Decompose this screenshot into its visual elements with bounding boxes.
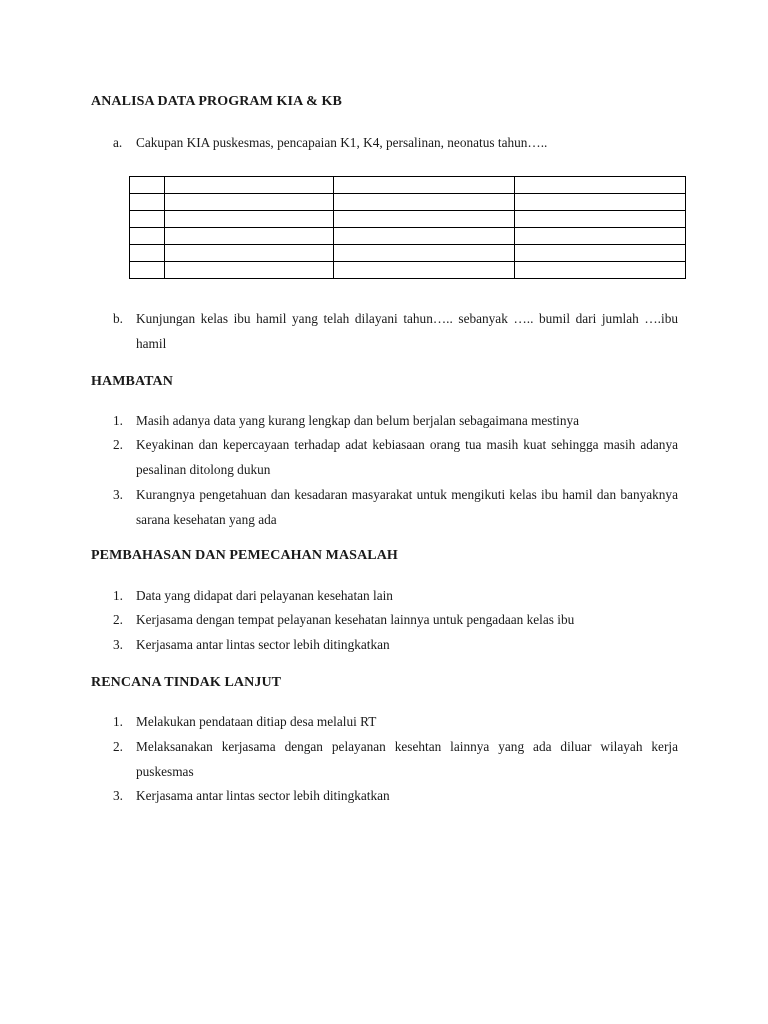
list-marker: 3. [113,788,123,803]
table-row [130,245,686,262]
section-heading-hambatan: HAMBATAN [91,374,173,389]
list-item-text: Kerjasama dengan tempat pelayanan kesehatan lainnya untuk pengadaan kelas ibu [136,612,575,627]
table-cell [334,211,515,228]
table-cell [165,211,334,228]
list-item-text: Kerjasama antar lintas sector lebih ditingkatkan [136,788,390,803]
list-item [113,432,678,482]
table-cell [165,177,334,194]
table-row [130,262,686,279]
list-item-text: Keyakinan dan kepercayaan terhadap adat kebiasaan orang tua masih kuat sehingga masih adanya pesalinan ditolong dukun [136,437,678,477]
table-row [130,194,686,211]
list-marker: b. [113,311,123,326]
list-marker: 2. [113,437,123,452]
list-marker: a. [113,135,123,150]
list-marker: 1. [113,588,123,603]
table-cell [515,177,686,194]
list-item [113,482,678,532]
table-cell [130,211,165,228]
table-cell [165,245,334,262]
list-marker: 1. [113,714,123,729]
table-cell [334,177,515,194]
list-item-text: Melaksanakan kerjasama dengan pelayanan kesehtan lainnya yang ada diluar wilayah kerja puskesmas [136,739,678,779]
table-cell [515,211,686,228]
table-row [130,177,686,194]
list-item [113,783,678,808]
list-item-text: Cakupan KIA puskesmas, pencapaian K1, K4, persalinan, neonatus tahun….. [136,135,548,150]
table-cell [165,194,334,211]
document-title: ANALISA DATA PROGRAM KIA & KB [91,94,342,109]
table-body [130,177,686,279]
table-cell [334,194,515,211]
table-cell [165,228,334,245]
list-item-text: Melakukan pendataan ditiap desa melalui RT [136,714,377,729]
table-cell [165,262,334,279]
section-heading-rencana: RENCANA TINDAK LANJUT [91,675,282,690]
list-item-text: Kunjungan kelas ibu hamil yang telah dilayani tahun….. sebanyak ….. bumil dari jumlah ….ibu hamil [136,311,678,351]
list-marker: 3. [113,637,123,652]
table-row [130,211,686,228]
table-cell [515,262,686,279]
list-item [113,408,678,433]
table-cell [334,262,515,279]
list-marker: 1. [113,413,123,428]
table-cell [515,228,686,245]
list-item-text: Data yang didapat dari pelayanan kesehatan lain [136,588,393,603]
list-marker: 2. [113,739,123,754]
list-item-text: Kurangnya pengetahuan dan kesadaran masyarakat untuk mengikuti kelas ibu hamil dan banyaknya sarana kesehatan yang ada [136,487,678,527]
list-item [113,734,678,784]
list-item-a [113,130,678,155]
list-item [113,709,678,734]
list-item [113,632,678,657]
table-cell [130,262,165,279]
table-cell [334,228,515,245]
list-item-text: Kerjasama antar lintas sector lebih ditingkatkan [136,637,390,652]
list-item [113,607,678,632]
table-cell [334,245,515,262]
table-cell [130,194,165,211]
list-item-text: Masih adanya data yang kurang lengkap dan belum berjalan sebagaimana mestinya [136,413,580,428]
table-cell [130,228,165,245]
table-cell [515,194,686,211]
table-cell [130,245,165,262]
list-item [113,583,678,608]
list-marker: 2. [113,612,123,627]
list-marker: 3. [113,487,123,502]
table-cell [130,177,165,194]
list-item-b [113,306,678,356]
table-cell [515,245,686,262]
section-heading-pembahasan: PEMBAHASAN DAN PEMECAHAN MASALAH [91,548,398,563]
empty-data-table [129,176,686,279]
table-row [130,228,686,245]
